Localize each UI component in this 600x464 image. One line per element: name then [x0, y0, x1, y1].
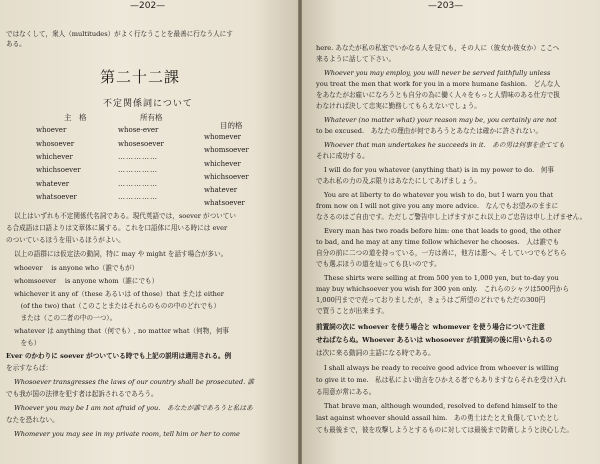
example-line: I will do for you whatever (anything that) is in my power to do. 何事 [324, 166, 554, 174]
left-page [0, 0, 298, 464]
table-cell: whose-ever [118, 126, 159, 134]
body-line: を示すならば： [6, 364, 53, 372]
body-line: または（この二者の中の一つ）。 [14, 314, 117, 322]
body-line: whoever is anyone who（誰でもが） [14, 264, 139, 272]
body-line: る合成語は口語よりは文章体に属する。これを口語体に用いる時には ever [6, 224, 228, 232]
example-line: なたを恐れない。 [6, 416, 59, 424]
example-line: でも我が国の法律を犯す者は起訴されるであろう。 [6, 390, 158, 398]
body-line: Ever のかわりに soever がついている時でも上記の説明は適用される。例 [6, 352, 232, 360]
example-line: それに成功する。 [316, 152, 369, 160]
example-line: ても最後まで，彼を攻撃しようとするものに対しては最後まで防衛しようと決心した。 [316, 426, 574, 434]
example-line: る用意が常にある。 [316, 388, 376, 396]
example-line: なさるのはご自由です。ただしご警告申し上げますがこれ以上のご忠告は申し上げません。 [316, 213, 587, 221]
table-cell: whoever [36, 126, 67, 134]
example-line: you treat the men that work for you in a more humane fashion. どんな人 [316, 80, 561, 88]
example-line: Whoever you may be I am not afraid of you. あなたが誰であろうと私はあ [14, 404, 253, 412]
table-cell: whatsoever [36, 193, 77, 201]
body-line: 来るように話して下さい。 [316, 55, 396, 63]
body-line: をも） [14, 339, 41, 347]
example-line: last against whoever should assail him. あの勇士はたとえ負傷していたとし [316, 414, 560, 422]
column-header-subject: 主 格 [64, 113, 87, 122]
table-cell: whosesoever [118, 140, 164, 148]
example-line: You are at liberty to do whatever you wish to do, but I warn you that [324, 191, 554, 199]
column-header-object: 目的格 [220, 121, 243, 130]
body-line: (of the two) that（このことまたはそれらのものの中のどれでも） [14, 302, 221, 310]
left-page-number: —202— [130, 1, 166, 11]
section-subtitle: 不定関係詞について [103, 99, 193, 109]
lesson-title: 第二十二課 [100, 68, 181, 86]
body-line: せねばならぬ。Whoever あるいは whosoever が前置詞の後に用いられるの [316, 336, 553, 344]
example-line: Whoever you may employ, you will never be served faithfully unless [324, 69, 551, 77]
right-page [302, 0, 600, 464]
table-cell: whatsoever [204, 199, 245, 207]
column-header-possessive: 所有格 [140, 113, 163, 122]
body-line: whichever it any of（these あるいは of those）that または either [14, 290, 224, 298]
example-line: 1,000円までで売っておりましたが，きょうはご所望のどれでもただの300円 [316, 296, 546, 304]
intro-line: ではなくして，衆人（multitudes）がよく行なうことを最善に行なう人にす [6, 30, 233, 38]
table-cell-empty: …………… [118, 193, 158, 201]
example-line: であれ私の力の及ぶ限りはあなたにしてあげましょう。 [316, 177, 481, 185]
example-line: で買うことが出来ます。 [316, 307, 389, 315]
example-line: to be excused. あなたの理由が何であろうとあなたは確かに許されない。 [316, 127, 543, 135]
table-cell: whatever [36, 180, 70, 188]
example-line: 自分の前に二つの道を持っている，一方は善に，他方は悪へ。そしていつでもどちら [316, 249, 567, 257]
example-line: をあなたがお雇いになろうとも自分の為に働く人々をもっと人情味のある仕方で扱 [316, 91, 560, 99]
table-cell: whichsoever [204, 173, 249, 181]
example-line: わなければ決して忠実に勤務してもらえないでしょう。 [316, 102, 481, 110]
body-line: 以上の語群には仮定法の動詞，特に may や might を話す場合が多い。 [14, 250, 228, 258]
table-cell: whomsoever [204, 146, 249, 154]
body-line: 前置詞の次に whoever を使う場合と whomever を使う場合について注意 [316, 323, 545, 331]
table-cell: whichever [36, 153, 73, 161]
example-line: may buy whichsoever you wish for 300 yen only. これらのシャツは500円から [316, 285, 570, 293]
example-line: Whomever you may see in my private room, tell him or her to come [14, 430, 240, 438]
table-cell-empty: …………… [118, 180, 158, 188]
body-line: は次に来る動詞の主語になる時である。 [316, 349, 435, 357]
body-line: 以上はいずれも不定関係代名詞である。現代英語では，soever がついてい [14, 212, 236, 220]
example-line: to give it to me. 私は私によい助言をひかえる者でもありますならそれを受け入れ [316, 376, 567, 384]
example-line: Whoever that man undertakes he succeeds in it. あの男は何事を企てても [324, 141, 565, 149]
example-line: from now on I will not give you any more advice. なんでもお望みのままに [316, 202, 559, 210]
table-cell: whichever [204, 160, 241, 168]
example-line: to bad, and he may at any time follow whichever he chooses. 人は誰でも [316, 238, 560, 246]
table-cell: whomever [204, 133, 241, 141]
example-line: These shirts were selling at from 500 yen to 1,000 yen, but to-day you [324, 274, 559, 282]
table-cell-empty: …………… [118, 153, 158, 161]
example-line: I shall always be ready to receive good advice from whoever is willing [324, 364, 559, 372]
example-line: Whosoever transgresses the laws of our country shall be prosecuted. 誰 [14, 378, 254, 386]
example-line: でも選ぶほうの道を辿っても良いのです。 [316, 260, 441, 268]
body-line: のついているほうを用いるほうがよい。 [6, 236, 125, 244]
example-line: That brave man, although wounded, resolved to defend himself to the [324, 402, 558, 410]
table-cell: whichsoever [36, 166, 81, 174]
example-line: Every man has two roads before him: one that leads to good, the other [324, 227, 561, 235]
table-cell: whosoever [36, 140, 75, 148]
intro-line: ある。 [6, 40, 26, 48]
example-line: Whatever (no matter what) your reason may be, you certainly are not [324, 116, 557, 124]
table-cell-empty: …………… [118, 166, 158, 174]
body-line: whomsoever is anyone whom（誰にでも） [14, 277, 159, 285]
table-cell: whatever [204, 186, 238, 194]
right-page-number: —203— [428, 1, 464, 11]
body-line: whatever は anything that（何でも）, no matter what（何物，何事 [14, 327, 230, 335]
body-line: here. あなたが私の私室でいかなる人を見ても，その人に（彼女か彼女か）ここへ [316, 44, 560, 52]
